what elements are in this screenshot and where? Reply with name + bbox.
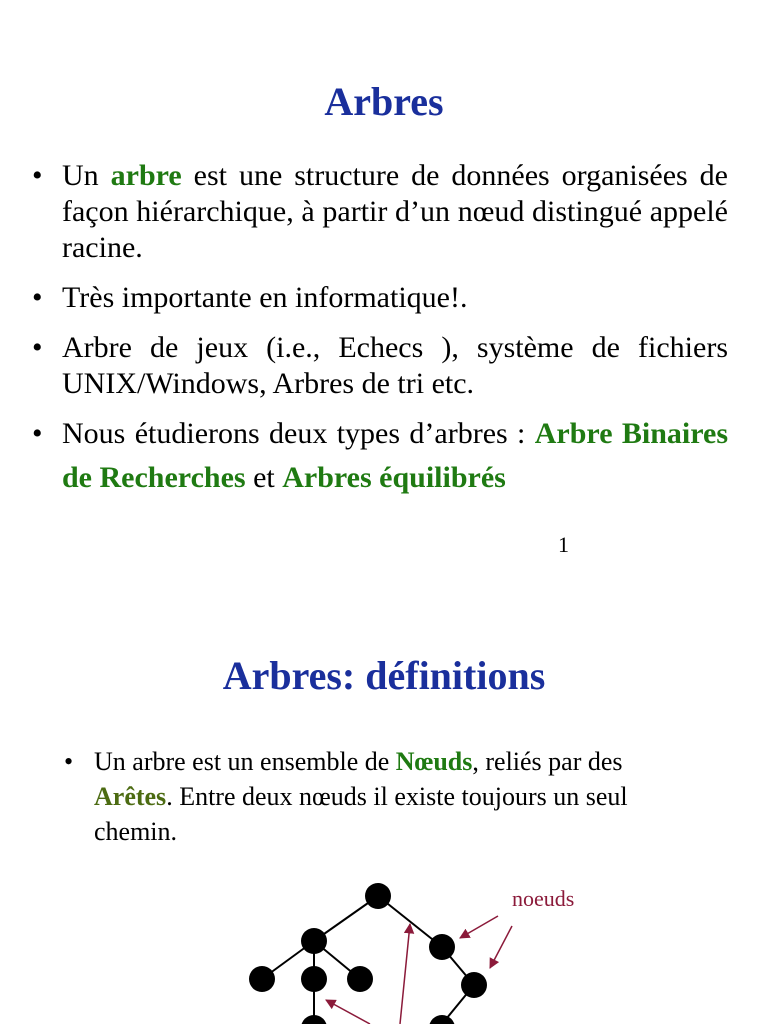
arrow-to-edge — [400, 924, 410, 1024]
bullet-item — [62, 158, 728, 266]
tree-node — [429, 1015, 455, 1024]
keyword-abr: Arbre Binaires de Recherches — [62, 417, 728, 494]
bullet-list — [94, 744, 706, 849]
bullet-text: et — [245, 461, 283, 494]
tree-node — [365, 883, 391, 909]
bullet-text: est une structure de données organisées de façon hiérarchique, à partir d’un nœud distingué appelé racine. — [62, 159, 728, 264]
arrow-to-node — [460, 916, 498, 938]
bullet-list — [62, 158, 728, 514]
tree-node — [249, 966, 275, 992]
diagram-label-noeuds: noeuds — [512, 886, 575, 911]
tree-node — [347, 966, 373, 992]
slide-title: Arbres — [324, 79, 444, 124]
tree-edges — [262, 896, 474, 1024]
arrow-to-edge — [326, 1000, 370, 1024]
bullet-text: Très importante en informatique!. — [62, 281, 468, 314]
bullet-item — [62, 280, 728, 316]
tree-nodes — [249, 883, 487, 1024]
page-number: 1 — [558, 532, 569, 557]
keyword-noeuds: Nœuds — [395, 747, 473, 776]
tree-node — [301, 1015, 327, 1024]
bullet-item — [62, 412, 728, 500]
bullet-text: , reliés par des — [472, 747, 623, 776]
tree-node — [461, 972, 487, 998]
arrow-to-node — [490, 926, 512, 968]
bullet-text: . Entre deux nœuds il existe toujours un seul chemin. — [94, 782, 628, 846]
tree-diagram — [0, 860, 768, 1024]
keyword-arbre: arbre — [110, 159, 182, 192]
tree-node — [301, 966, 327, 992]
tree-node — [429, 934, 455, 960]
tree-node — [301, 928, 327, 954]
bullet-text: Arbre de jeux (i.e., Echecs ), système de fichiers UNIX/Windows, Arbres de tri etc. — [62, 331, 728, 400]
bullet-item — [62, 330, 728, 402]
bullet-text: Un arbre est un ensemble de — [94, 747, 396, 776]
slide-title: Arbres: définitions — [222, 653, 546, 698]
bullet-text: Nous étudierons deux types d’arbres : — [62, 417, 535, 450]
keyword-arbres-equilibres: Arbres équilibrés — [282, 461, 506, 494]
bullet-item — [94, 744, 706, 849]
bullet-text: Un — [62, 159, 111, 192]
keyword-aretes: Arêtes — [94, 782, 167, 811]
